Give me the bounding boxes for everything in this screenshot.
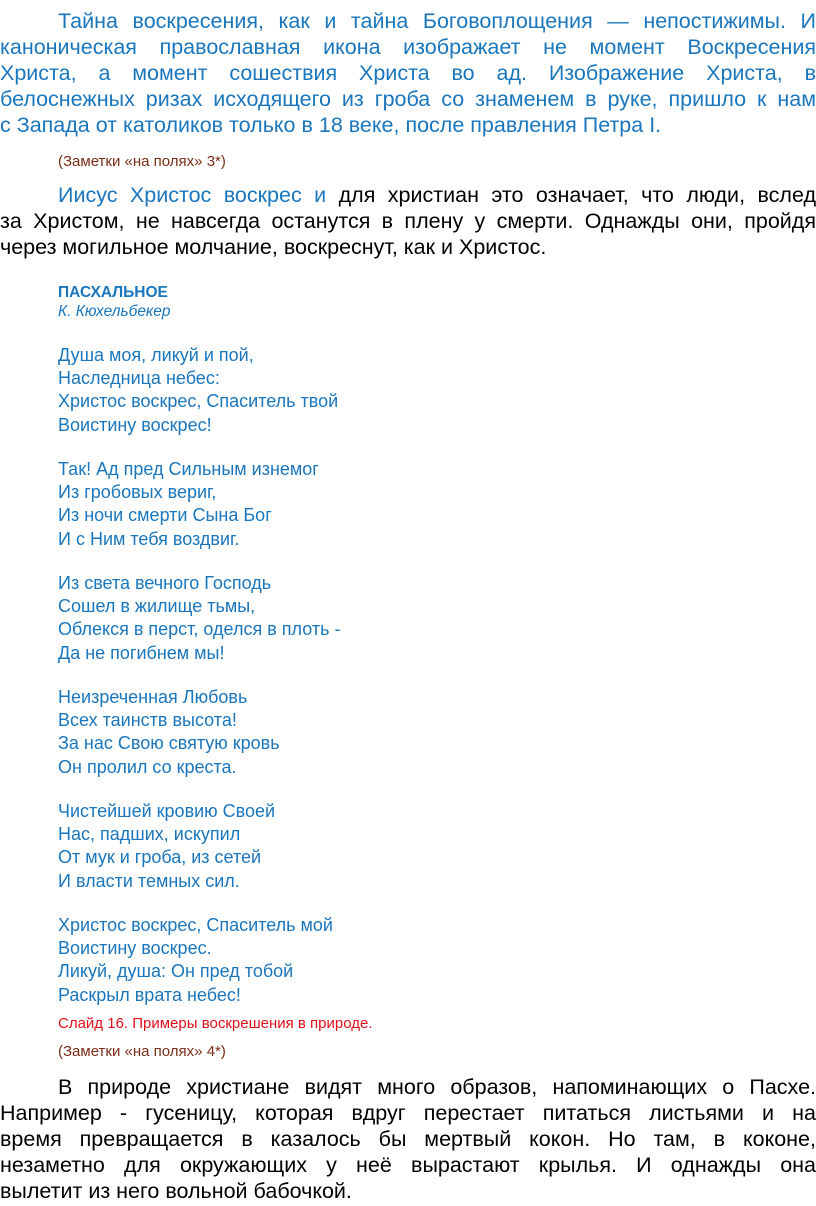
poem-line: Неизреченная Любовь bbox=[58, 687, 248, 707]
poem-line: Так! Ад пред Сильным изнемог bbox=[58, 459, 319, 479]
poem-line: Из ночи смерти Сына Бог bbox=[58, 505, 272, 526]
paragraph-line: время превращается в казалось бы мертвый кокон. Но там, в коконе, bbox=[0, 1127, 816, 1151]
poem-line: Душа моя, ликуй и пой, bbox=[58, 345, 254, 365]
poem-line: Из света вечного Господь bbox=[58, 573, 272, 593]
poem-line: Чистейшей кровию Своей bbox=[58, 801, 276, 821]
paragraph-line: вылетит из него вольной бабочкой. bbox=[0, 1179, 352, 1203]
paragraph-christ-risen bbox=[0, 182, 816, 260]
paragraph-line: через могильное молчание, воскреснут, как и Христос. bbox=[0, 235, 547, 259]
poem-line: Всех таинств высота! bbox=[58, 710, 237, 731]
poem-line: Из гробовых вериг, bbox=[58, 482, 217, 503]
poem-line: Нас, падших, искупил bbox=[58, 824, 241, 845]
paragraph-line: каноническая православная икона изображает не момент Воскресения bbox=[0, 35, 816, 59]
poem-line: Да не погибнем мы! bbox=[58, 642, 225, 663]
paragraph-line: В природе христиане видят много образов, напоминающих о Пасхе. bbox=[58, 1075, 816, 1099]
poem-stanza-5 bbox=[58, 800, 275, 893]
poem-line: Наследница небес: bbox=[58, 368, 220, 389]
slide-label: Слайд 16. bbox=[58, 1015, 129, 1032]
poem-stanza-1 bbox=[58, 344, 338, 437]
paragraph-line: белоснежных ризах исходящего из гроба со знаменем в руке, пришло к нам bbox=[0, 87, 816, 111]
poem-line: Христос воскрес, Спаситель мой bbox=[58, 915, 333, 935]
paragraph-resurrection-mystery bbox=[0, 8, 816, 138]
margin-note-3: (Заметки «на полях» 3*) bbox=[58, 153, 226, 170]
highlighted-phrase: Иисус Христос воскрес и bbox=[58, 183, 327, 207]
poem-line: Воистину воскрес! bbox=[58, 414, 212, 435]
poem-line: От мук и гроба, из сетей bbox=[58, 847, 262, 868]
poem-line: И с Ним тебя воздвиг. bbox=[58, 528, 240, 549]
margin-note-4: (Заметки «на полях» 4*) bbox=[58, 1043, 226, 1060]
poem-line: Воистину воскрес. bbox=[58, 938, 212, 959]
poem-stanza-3 bbox=[58, 572, 340, 665]
poem-line: За нас Свою святую кровь bbox=[58, 733, 280, 754]
paragraph-line: Тайна воскресения, как и тайна Боговоплощения — непостижимы. И bbox=[58, 9, 816, 33]
paragraph-line: за Христом, не навсегда останутся в плену у смерти. Однажды они, пройдя bbox=[0, 209, 816, 233]
poem-author: К. Кюхельбекер bbox=[58, 303, 171, 320]
poem-stanza-6 bbox=[58, 914, 333, 1007]
paragraph-line: Иисус Христос воскрес и для христиан это означает, что люди, вслед bbox=[58, 183, 816, 207]
poem-title: ПАСХАЛЬНОЕ bbox=[58, 284, 168, 301]
poem-line: Христос воскрес, Спаситель твой bbox=[58, 391, 339, 412]
slide-reference bbox=[58, 1014, 373, 1034]
slide-title: Примеры воскрешения в природе. bbox=[128, 1015, 373, 1032]
poem-line: Он пролил со креста. bbox=[58, 756, 237, 777]
paragraph-line: незаметно для окружающих у неё вырастают крылья. И однажды она bbox=[0, 1153, 816, 1177]
poem-stanza-4 bbox=[58, 686, 280, 779]
paragraph-line: Например - гусеницу, которая вдруг перестает питаться листьями и на bbox=[0, 1101, 816, 1125]
poem-line: Раскрыл врата небес! bbox=[58, 984, 241, 1005]
poem-line: Ликуй, душа: Он пред тобой bbox=[58, 961, 294, 982]
paragraph-line: Христа, а момент сошествия Христа во ад. Изображение Христа, в bbox=[0, 61, 816, 85]
paragraph-nature-examples bbox=[0, 1074, 816, 1204]
paragraph-line: с Запада от католиков только в 18 веке, после правления Петра I. bbox=[0, 113, 662, 137]
poem-line: И власти темных сил. bbox=[58, 870, 240, 891]
poem-line: Сошел в жилище тьмы, bbox=[58, 596, 256, 617]
poem-stanza-2 bbox=[58, 458, 319, 551]
poem-line: Облекся в перст, оделся в плоть - bbox=[58, 619, 341, 640]
